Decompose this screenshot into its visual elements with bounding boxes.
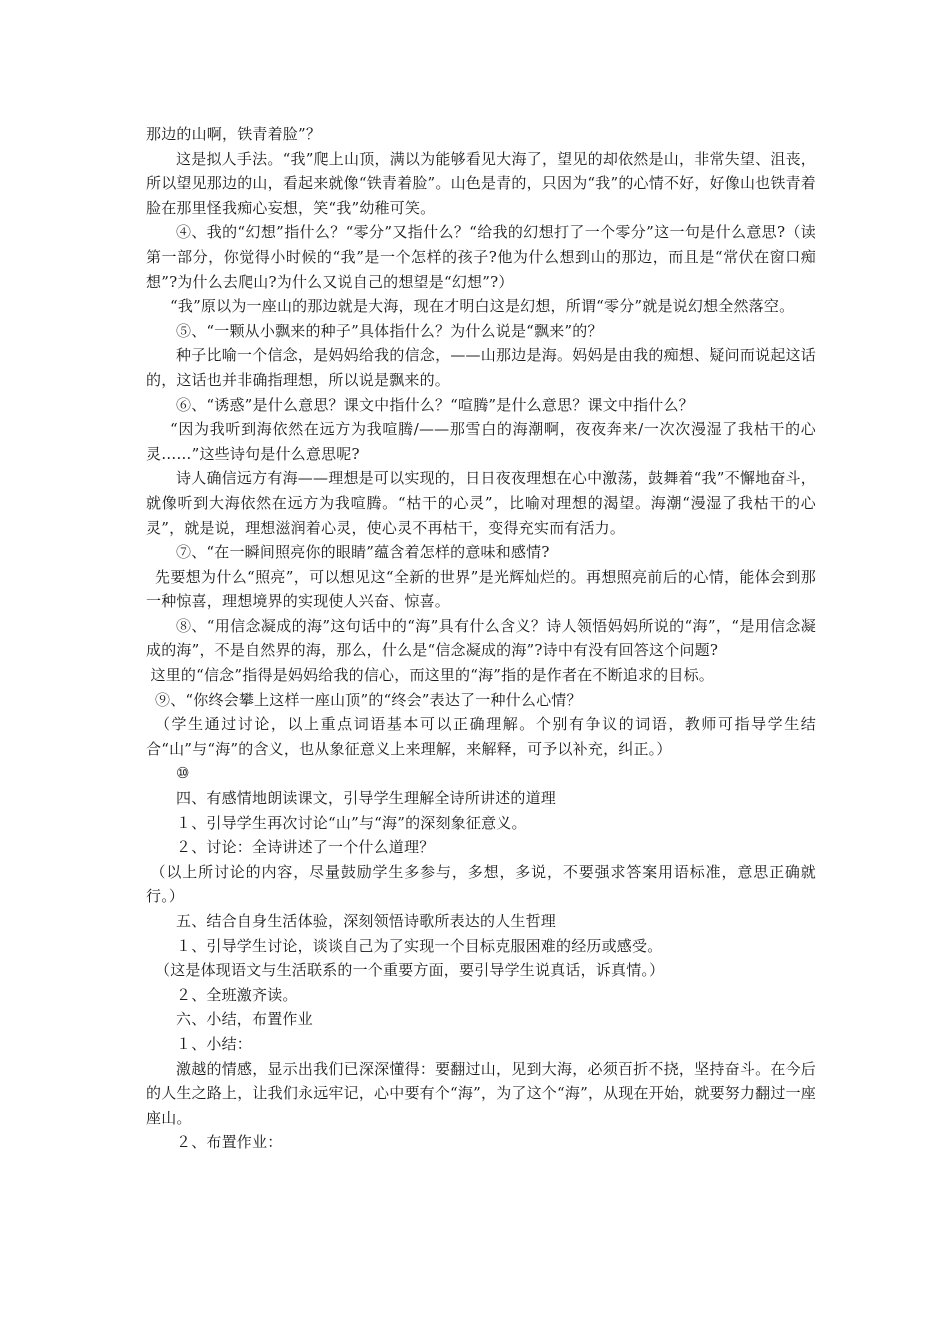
paragraph: （学生通过讨论，以上重点词语基本可以正确理解。个别有争议的词语，教师可指导学生结合“山”与“海”的含义，也从象征意义上来理解，来解释，可予以补充，纠正。） <box>146 715 816 758</box>
paragraph: １、引导学生讨论，谈谈自己为了实现一个目标克服困难的经历或感受。 <box>176 936 663 955</box>
paragraph: （这是体现语文与生活联系的一个重要方面，要引导学生说真话，诉真情。） <box>155 961 665 980</box>
paragraph: 诗人确信远方有海——理想是可以实现的，日日夜夜理想在心中激荡，鼓舞着“我”不懈地奋斗，就像听到大海依然在远方为我喧腾。“枯干的心灵”，比喻对理想的渴望。海潮“漫湿了我枯干的心灵”，就是说，理想滋润着心灵，使心灵不再枯干，变得充实而有活力。 <box>146 469 816 537</box>
paragraph: ⑤、“一颗从小飘来的种子”具体指什么？为什么说是“飘来”的？ <box>176 321 603 340</box>
paragraph: １、小结： <box>176 1034 253 1053</box>
paragraph: 种子比喻一个信念，是妈妈给我的信念，——山那边是海。妈妈是由我的痴想、疑问而说起这话的，这话也并非确指理想，所以说是飘来的。 <box>146 346 816 389</box>
paragraph: ２、布置作业： <box>176 1133 283 1152</box>
paragraph: 这是拟人手法。“我”爬上山顶，满以为能够看见大海了，望见的却依然是山，非常失望、沮丧，所以望见那边的山，看起来就像“铁青着脸”。山色是青的，只因为“我”的心情不好，好像山也铁青着脸在那里怪我痴心妄想，笑“我”幼稚可笑。 <box>146 149 816 217</box>
paragraph: ２、讨论：全诗讲述了一个什么道理？ <box>176 838 435 857</box>
section-heading: 四、有感情地朗读课文，引导学生理解全诗所讲述的道理 <box>176 789 557 808</box>
paragraph: ⑦、“在一瞬间照亮你的眼睛”蕴含着怎样的意味和感情? <box>176 543 550 562</box>
paragraph: 激越的情感，显示出我们已深深懂得：要翻过山，见到大海，必须百折不挠，坚持奋斗。在今后的人生之路上，让我们永远牢记，心中要有个“海”，为了这个“海”，从现在开始，就要努力翻过一座座山。 <box>146 1059 816 1127</box>
paragraph: ２、全班激齐读。 <box>176 985 298 1004</box>
paragraph: ⑨、“你终会攀上这样一座山顶”的“终会”表达了一种什么心情？ <box>155 690 582 709</box>
paragraph: 这里的“信念”指得是妈妈给我的信心，而这里的“海”指的是作者在不断追求的目标。 <box>150 666 714 685</box>
document-body <box>146 122 816 1155</box>
paragraph: １、引导学生再次讨论“山”与“海”的深刻象征意义。 <box>176 813 527 832</box>
paragraph: “因为我听到海依然在远方为我喧腾/——那雪白的海潮啊，夜夜奔来/一次次漫湿了我枯干的心灵……”这些诗句是什么意思呢? <box>146 420 816 463</box>
section-heading: 五、结合自身生活体验，深刻领悟诗歌所表达的人生哲理 <box>176 912 557 930</box>
paragraph: ⑧、“用信念凝成的海”这句话中的“海”具有什么含义？诗人领悟妈妈所说的“海”，“是用信念凝成的海”，不是自然界的海，那么，什么是“信念凝成的海”?诗中有没有回答这个问题? <box>146 616 816 660</box>
paragraph: 先要想为什么“照亮”，可以想见这“全新的世界”是光辉灿烂的。再想照亮前后的心情，能体会到那一种惊喜，理想境界的实现使人兴奋、惊喜。 <box>146 567 816 611</box>
paragraph: 那边的山啊，铁青着脸”？ <box>146 125 322 143</box>
paragraph: “我”原以为一座山的那边就是大海，现在才明白这是幻想，所谓“零分”就是说幻想全然落空。 <box>170 297 795 316</box>
paragraph: （以上所讨论的内容，尽量鼓励学生多参与，多想，多说，不要强求答案用语标准，意思正确就行。） <box>146 862 816 906</box>
paragraph: ④、我的“幻想”指什么？“零分”又指什么？“给我的幻想打了一个零分”这一句是什么意思?（读第一部分，你觉得小时候的“我”是一个怎样的孩子?他为什么想到山的那边，而且是“常伏在窗口痴想”?为什么去爬山?为什么又说自己的想望是“幻想”?） <box>146 223 816 291</box>
paragraph: ⑩ <box>176 764 190 783</box>
section-heading: 六、小结，布置作业 <box>176 1010 313 1029</box>
paragraph: ⑥、“诱惑”是什么意思？课文中指什么？“喧腾”是什么意思？课文中指什么？ <box>176 395 694 414</box>
